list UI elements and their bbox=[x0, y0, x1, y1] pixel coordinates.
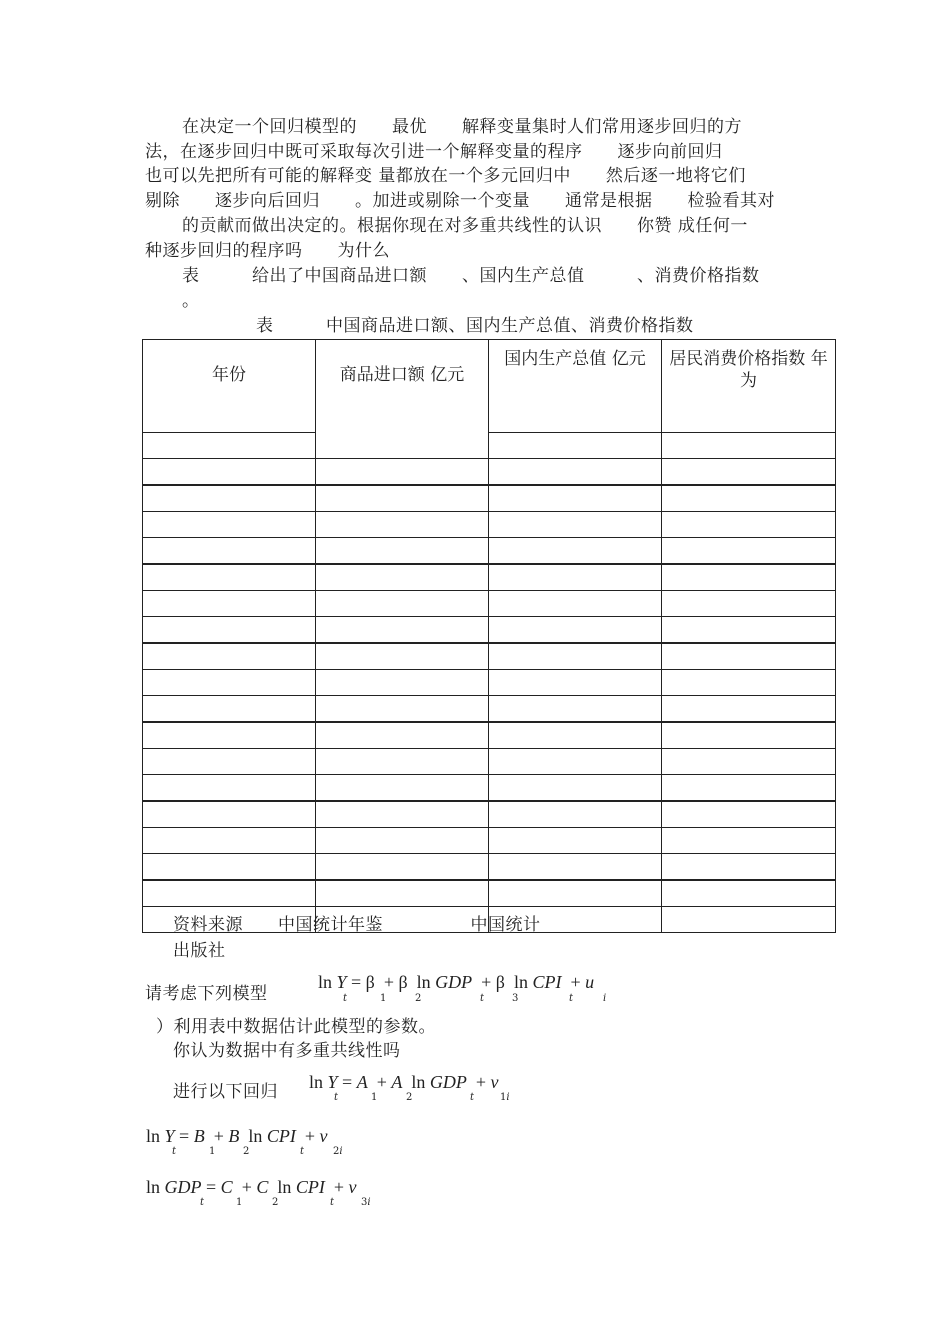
table-cell bbox=[143, 670, 316, 696]
table-cell bbox=[143, 749, 316, 775]
table-cell bbox=[143, 854, 316, 881]
table-row bbox=[143, 512, 836, 538]
intro-line-2: 法，在逐步回归中既可采取每次引进一个解释变量的程序 逐步向前回归 bbox=[145, 142, 723, 162]
table-cell bbox=[143, 775, 316, 802]
table-cell bbox=[143, 485, 316, 512]
header-year: 年份 bbox=[143, 340, 316, 433]
table-cell bbox=[662, 907, 836, 933]
table-cell bbox=[143, 801, 316, 828]
header-cpi: 居民消费价格指数 年为 bbox=[662, 340, 836, 433]
table-row bbox=[143, 485, 836, 512]
table-row bbox=[143, 854, 836, 881]
table-cell bbox=[143, 433, 316, 459]
table-cell bbox=[143, 828, 316, 854]
table-cell bbox=[489, 828, 662, 854]
table-cell bbox=[143, 459, 316, 486]
table-cell bbox=[662, 433, 836, 459]
table-cell bbox=[489, 538, 662, 565]
table-cell bbox=[489, 591, 662, 617]
table-cell bbox=[316, 485, 489, 512]
table-cell bbox=[489, 617, 662, 644]
table-row bbox=[143, 696, 836, 723]
table-cell bbox=[489, 433, 662, 459]
table-caption: 表 中国商品进口额、国内生产总值、消费价格指数 bbox=[256, 316, 694, 336]
table-cell bbox=[489, 512, 662, 538]
table-row bbox=[143, 801, 836, 828]
table-cell bbox=[143, 591, 316, 617]
table-cell bbox=[316, 775, 489, 802]
table-row bbox=[143, 643, 836, 670]
data-table bbox=[142, 339, 836, 933]
table-cell bbox=[662, 670, 836, 696]
table-cell bbox=[662, 459, 836, 486]
table-cell bbox=[489, 564, 662, 591]
table-cell bbox=[489, 880, 662, 907]
table-cell bbox=[143, 617, 316, 644]
table-row bbox=[143, 617, 836, 644]
intro-line-3: 也可以先把所有可能的解释变 量都放在一个多元回归中 然后逐一地将它们 bbox=[145, 166, 746, 186]
table-cell bbox=[662, 722, 836, 749]
table-cell bbox=[662, 880, 836, 907]
table-cell bbox=[489, 670, 662, 696]
table-row bbox=[143, 591, 836, 617]
table-cell bbox=[143, 880, 316, 907]
table-cell bbox=[316, 617, 489, 644]
table-cell bbox=[489, 801, 662, 828]
table-cell bbox=[662, 775, 836, 802]
table-cell bbox=[143, 512, 316, 538]
table-cell bbox=[662, 564, 836, 591]
header-imports: 商品进口额 亿元 bbox=[316, 340, 489, 459]
table-cell bbox=[316, 512, 489, 538]
table-row bbox=[143, 538, 836, 565]
table-cell bbox=[316, 696, 489, 723]
table-row bbox=[143, 880, 836, 907]
table-cell bbox=[316, 564, 489, 591]
table-cell bbox=[316, 801, 489, 828]
source-line-1: 资料来源 中国统计年鉴 中国统计 bbox=[173, 915, 541, 935]
table-cell bbox=[316, 749, 489, 775]
table-row bbox=[143, 828, 836, 854]
intro-line-1: 在决定一个回归模型的 最优 解释变量集时人们常用逐步回归的方 bbox=[182, 117, 742, 137]
question-2: 你认为数据中有多重共线性吗 bbox=[173, 1041, 401, 1061]
table-intro-line-2: 。 bbox=[182, 291, 200, 311]
table-cell bbox=[316, 828, 489, 854]
table-cell bbox=[316, 880, 489, 907]
table-cell bbox=[662, 749, 836, 775]
table-cell bbox=[316, 459, 489, 486]
table-row bbox=[143, 564, 836, 591]
table-cell bbox=[662, 512, 836, 538]
table-cell bbox=[489, 854, 662, 881]
table-cell bbox=[316, 591, 489, 617]
table-cell bbox=[489, 749, 662, 775]
table-row bbox=[143, 670, 836, 696]
table-cell bbox=[143, 722, 316, 749]
table-cell bbox=[316, 722, 489, 749]
table-cell bbox=[143, 538, 316, 565]
table-cell bbox=[489, 459, 662, 486]
table-cell bbox=[662, 828, 836, 854]
table-cell bbox=[143, 564, 316, 591]
intro-line-5: 的贡献而做出决定的。根据你现在对多重共线性的认识 你赞 成任何一 bbox=[182, 216, 748, 236]
table-cell bbox=[316, 670, 489, 696]
intro-line-6: 种逐步回归的程序吗 为什么 bbox=[145, 241, 390, 261]
table-cell bbox=[662, 801, 836, 828]
table-cell bbox=[316, 538, 489, 565]
intro-line-4: 剔除 逐步向后回归 。加进或剔除一个变量 通常是根据 检验看其对 bbox=[145, 191, 775, 211]
question-3: 进行以下回归 bbox=[173, 1082, 278, 1102]
table-row bbox=[143, 722, 836, 749]
table-cell bbox=[489, 643, 662, 670]
table-row bbox=[143, 749, 836, 775]
table-cell bbox=[316, 854, 489, 881]
question-1: ）利用表中数据估计此模型的参数。 bbox=[156, 1017, 436, 1037]
table-cell bbox=[662, 591, 836, 617]
table-cell bbox=[316, 643, 489, 670]
table-cell bbox=[662, 485, 836, 512]
table-row bbox=[143, 775, 836, 802]
table-cell bbox=[489, 775, 662, 802]
model-prompt: 请考虑下列模型 bbox=[145, 984, 268, 1004]
table-cell bbox=[143, 696, 316, 723]
table-cell bbox=[489, 485, 662, 512]
table-intro-line-1: 表 给出了中国商品进口额 、国内生产总值 、消费价格指数 bbox=[182, 266, 760, 286]
table-cell bbox=[489, 696, 662, 723]
source-line-2: 出版社 bbox=[173, 941, 226, 961]
header-gdp: 国内生产总值 亿元 bbox=[489, 340, 662, 433]
table-cell bbox=[662, 617, 836, 644]
table-cell bbox=[662, 696, 836, 723]
table-cell bbox=[662, 643, 836, 670]
table-cell bbox=[489, 722, 662, 749]
table-row bbox=[143, 459, 836, 486]
table-cell bbox=[662, 854, 836, 881]
table-cell bbox=[143, 643, 316, 670]
table-cell bbox=[662, 538, 836, 565]
